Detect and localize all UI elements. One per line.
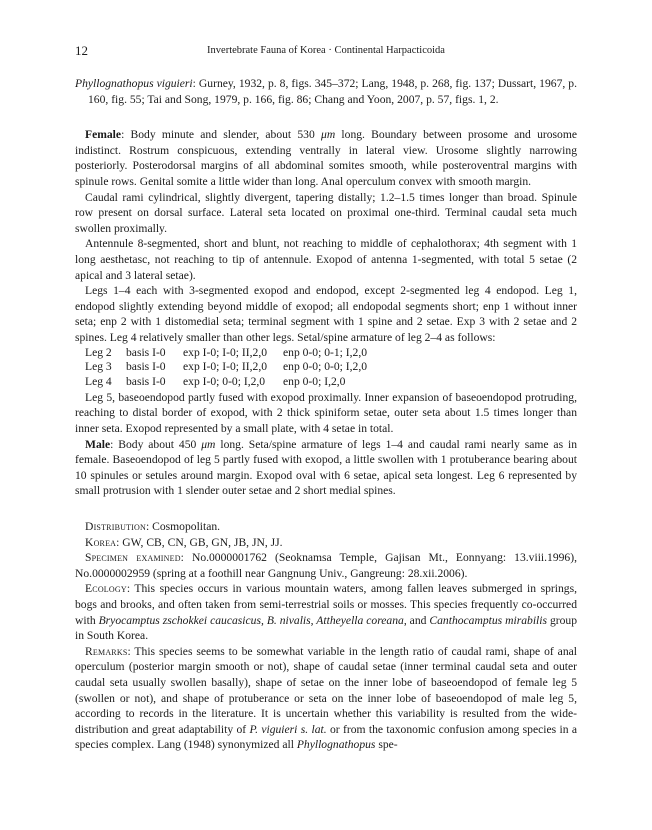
male-text-b: long. Seta/spine armature of legs 1–4 and caudal rami nearly same as in female. Baseoendopod of leg 5 partly fused with exopod, a little swollen with 1 protuberance bearing about 10 spinules or setules around margin. Exopod oval with 6 setae, apical seta longest. Leg 6 represented by small protrusion with 1 slender outer setae and 2 short medial spines.	[75, 437, 577, 498]
table-row	[85, 346, 367, 361]
ecology-text-a: : This species occurs in various mountain waters, among fallen leaves submerged in springs, bogs and brooks, and often taken from semi-terrestrial soils or mosses. This species frequently co-occurred with	[75, 582, 577, 627]
specimen-text: : No.0000001762 (Seoknamsa Temple, Gajisan Mt., Eonnyang: 13.viii.1996), No.0000002959 (spring at a foothill near Gangnung Univ., Gangreung: 28.xii.2006).	[75, 551, 577, 580]
male-paragraph	[75, 437, 577, 499]
female-paragraph-caudal: Caudal rami cylindrical, slightly divergent, tapering distally; 1.2–1.5 times longer than broad. Spinule row present on dorsal surface. Lateral seta located on proximal one-third. Terminal caudal seta much swollen proximally.	[75, 190, 577, 235]
male-text-a: : Body about 450	[110, 437, 202, 451]
female-heading: Female	[85, 128, 122, 142]
unit-micrometer: μm	[201, 437, 216, 451]
unit-micrometer: μm	[321, 128, 336, 142]
female-paragraph-leg5: Leg 5, baseoendopod partly fused with exopod proximally. Inner expansion of baseoendopod protruding, reaching to distal border of exopod, with 2 thick spiniform setae, outer seta about 1.5 times longer than inner seta. Exopod represented by a small plate, with 4 setae in total.	[75, 390, 577, 436]
leg-cell: Leg 3	[85, 360, 112, 374]
basis-cell: basis I-0	[126, 345, 166, 359]
ecology-heading: Ecology	[85, 582, 127, 596]
enp-cell: enp 0-0; 0-1; I,2,0	[283, 345, 368, 359]
ecology-paragraph	[75, 581, 577, 643]
remarks-text-b: or from the taxonomic confusion among species in a species complex. Lang (1948) synonymized all	[75, 722, 577, 752]
ecology-text-c: group in South Korea.	[75, 613, 578, 643]
female-text-b: long. Boundary between prosome and urosome indistinct. Rostrum conspicuous, extending ventrally in lateral view. Urosome slightly narrowing posteriorly. Posterodorsal margins of all abdominal somites smooth, while posteroventral margins with spinule rows. Genital somite a little wider than long. Anal operculum convex with smooth margin.	[75, 128, 578, 188]
exp-cell: exp I-0; 0-0; I,2,0	[183, 375, 266, 389]
basis-cell: basis I-0	[126, 375, 166, 389]
ecology-text-b: , and	[403, 613, 430, 627]
korea-paragraph	[75, 535, 577, 551]
synonymy-citations: : Gurney, 1932, p. 8, figs. 345–372; Lang, 1948, p. 268, fig. 137; Dussart, 1967, p. 160, fig. 55; Tai and Song, 1979, p. 166, fig. 86; Chang and Yoon, 2007, p. 57, figs. 1, 2.	[88, 77, 577, 106]
female-paragraph-antennule: Antennule 8-segmented, short and blunt, not reaching to middle of cephalothorax; 4th segment with 1 long aesthetasc, not reaching to tip of antennule. Exopod of antenna 1-segmented, with total 5 setae (2 apical and 3 lateral setae).	[75, 237, 577, 282]
remarks-text-a: : This species seems to be somewhat variable in the length ratio of caudal rami, shape of anal operculum (posterior margin smooth or not), shape of caudal setae (inner terminal caudal seta and outer caudal seta usually swollen basally), shape of setae on the inner lobe of baseoendopod of female leg 5 (swollen or not), and shape of protuberance or seta on the inner lobe of baseoendopod of male leg 5, according to records in the literature. It is uncertain whether this variability is resulted from the wide-distribution and great adaptability of	[75, 644, 577, 736]
table-row	[85, 375, 367, 390]
remarks-species-2: Phyllognathopus	[296, 738, 376, 752]
table-row	[85, 360, 367, 375]
korea-text: : GW, CB, CN, GB, GN, JB, JN, JJ.	[116, 535, 283, 549]
remarks-paragraph	[75, 644, 577, 753]
page-body	[75, 76, 577, 753]
specimen-heading: Specimen examined	[85, 551, 181, 565]
enp-cell: enp 0-0; I,2,0	[283, 375, 346, 389]
exp-cell: exp I-0; I-0; II,2,0	[183, 360, 268, 374]
distribution-text: : Cosmopolitan.	[146, 520, 221, 534]
running-title: Invertebrate Fauna of Korea · Continental Harpacticoida	[207, 45, 445, 56]
distribution-paragraph	[75, 519, 577, 535]
distribution-heading: Distribution	[85, 520, 146, 534]
female-paragraph-legs: Legs 1–4 each with 3-segmented exopod and endopod, except 2-segmented leg 4 endopod. Leg 1, endopod slightly extending beyond middle of exopod; all endopodal segments short; enp 1 without inner seta; enp 2 with 1 distomedial seta; terminal segment with 1 spine and 2 setae. Exp 3 with 2 setae and 2 spines. Leg 4 relatively smaller than other legs. Setal/spine armature of leg 2–4 as follows:	[75, 284, 577, 344]
synonymy-paragraph	[75, 76, 577, 107]
remarks-text-c: spe-	[375, 738, 398, 752]
female-paragraph-1	[75, 127, 577, 189]
remarks-species-1: P. viguieri s. lat.	[249, 722, 327, 736]
female-text-a: : Body minute and slender, about 530	[121, 128, 321, 142]
leg-armature-table	[85, 346, 367, 390]
korea-heading: Korea	[85, 535, 117, 549]
enp-cell: enp 0-0; 0-0; I,2,0	[283, 360, 368, 374]
basis-cell: basis I-0	[126, 360, 166, 374]
species-name: Phyllognathopus viguieri	[75, 77, 193, 90]
page-number: 12	[75, 43, 88, 58]
male-heading: Male	[85, 437, 111, 451]
leg-cell: Leg 2	[85, 345, 112, 359]
ecology-species-1: Bryocamptus zschokkei caucasicus, B. nivalis, Attheyella coreana	[98, 613, 404, 627]
ecology-species-2: Canthocamptus mirabilis	[429, 613, 548, 627]
specimen-paragraph	[75, 550, 577, 581]
remarks-heading: Remarks	[85, 644, 128, 658]
leg-cell: Leg 4	[85, 375, 112, 389]
exp-cell: exp I-0; I-0; II,2,0	[183, 345, 268, 359]
